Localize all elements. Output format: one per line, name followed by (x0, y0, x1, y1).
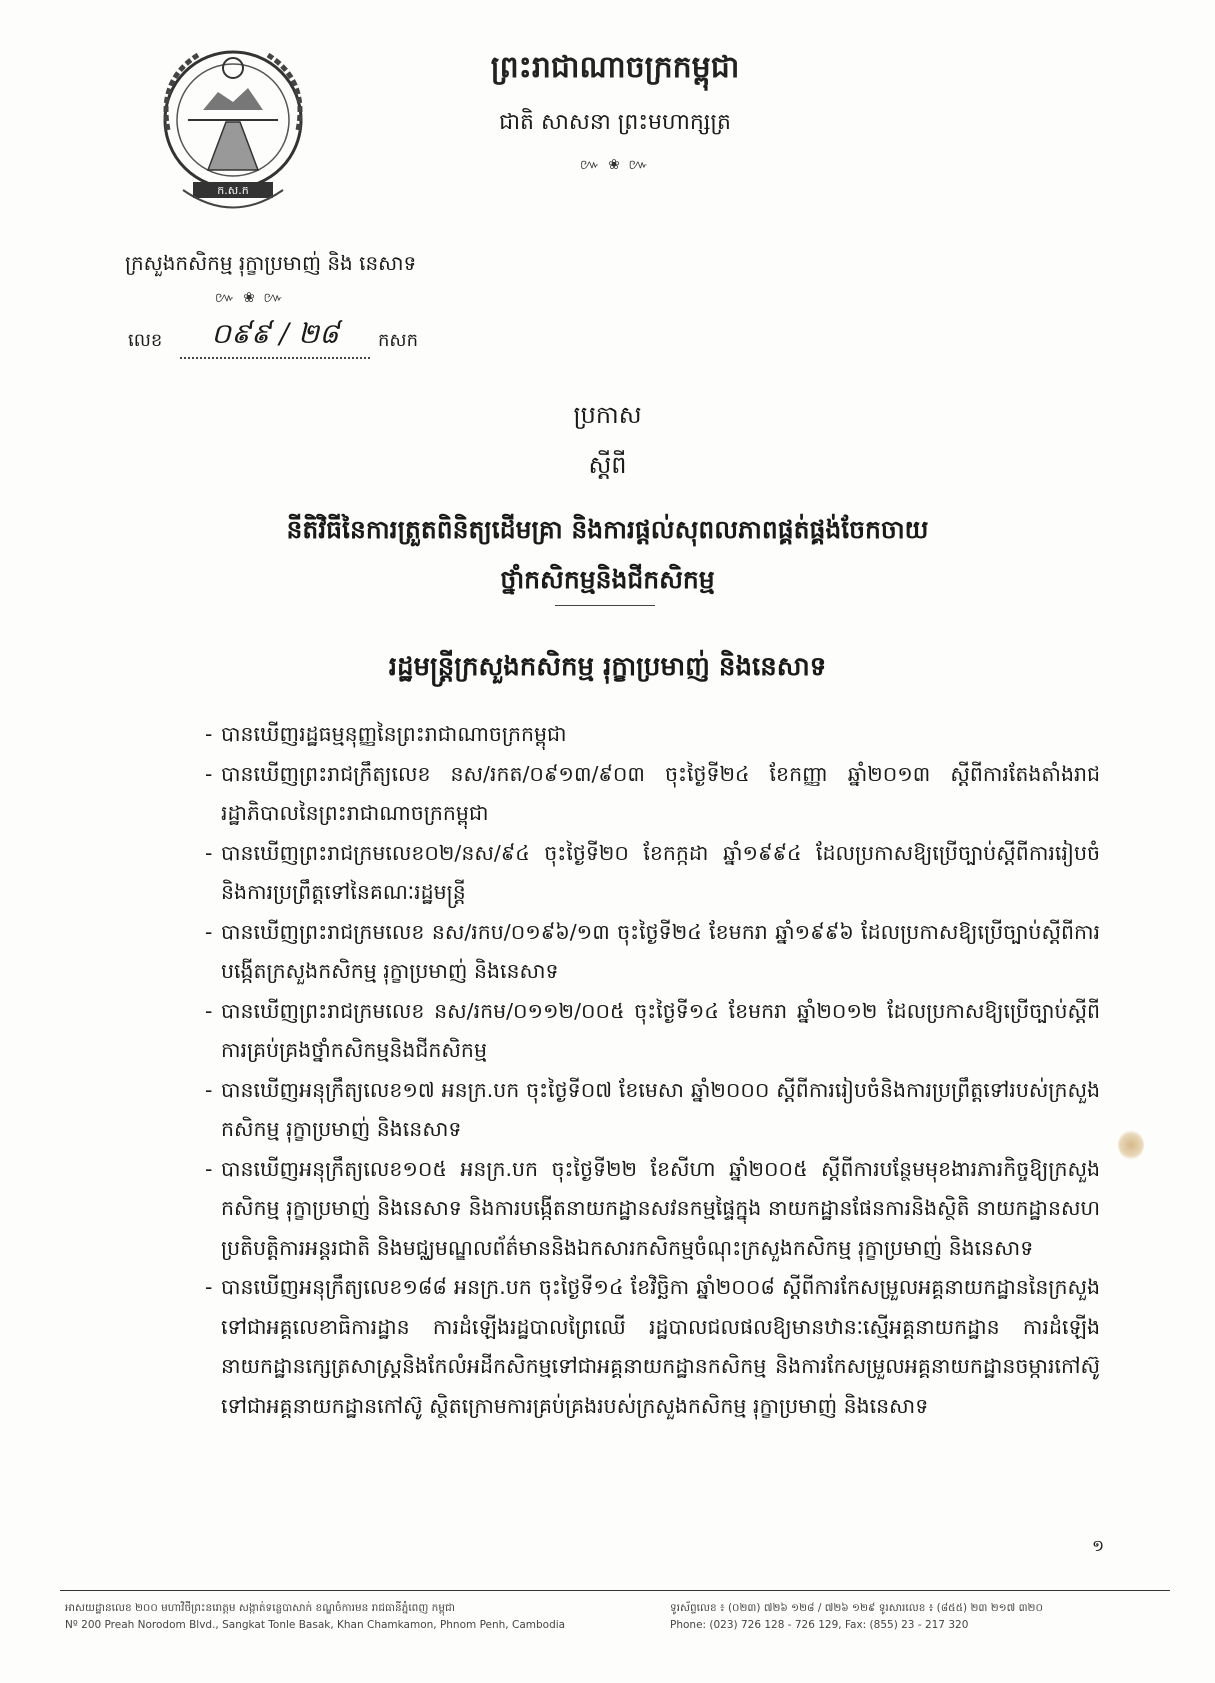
ministry-ornament: ៚ ❀ ៚ (214, 290, 286, 306)
consideration-item: - បានឃើញព្រះរាជក្រឹត្យលេខ នស/រកត/០៩១៣/៩០៣ ចុះថ្ងៃទី២៤ ខែកញ្ញា ឆ្នាំ២០១៣ ស្តីពីការតែងតាំងរាជរដ្ឋាភិបាលនៃព្រះរាជាណាចក្រកម្ពុជា (205, 755, 1100, 834)
title-divider (555, 605, 655, 606)
reference-number (128, 317, 428, 356)
document-title-line-2: ថ្នាំកសិកម្មនិងជីកសិកម្ម (500, 565, 715, 594)
footer-address (65, 1600, 665, 1634)
footer-divider (60, 1590, 1170, 1591)
document-title-line-1: នីតិវិធីនៃការត្រួតពិនិត្យដើមគ្រា និងការផ្តល់សុពលភាពផ្គត់ផ្គង់ចែកចាយ (286, 515, 929, 544)
footer-address-km: អាសយដ្ឋានលេខ ២០០ មហាវិថីព្រះនរោត្តម សង្កាត់ទន្លេបាសាក់ ខណ្ឌចំការមន រាជធានីភ្នំពេញ កម្ពុជា (65, 1602, 455, 1614)
emblem-label: ក.ស.ក (217, 184, 249, 197)
minister-heading: រដ្ឋមន្ត្រីក្រសួងកសិកម្ម រុក្ខាប្រមាញ់ និងនេសាទ (388, 652, 827, 682)
footer-address-en: Nº 200 Preah Norodom Blvd., Sangkat Tonle Basak, Khan Chamkamon, Phnom Penh, Cambodia (65, 1619, 566, 1631)
paper-stain (1118, 1130, 1144, 1160)
document-about: ស្តីពី (588, 451, 627, 479)
consideration-item: - បានឃើញអនុក្រឹត្យលេខ១៧ អនក្រ.បក ចុះថ្ងៃទី០៧ ខែមេសា ឆ្នាំ២០០០ ស្តីពីការរៀបចំនិងការប្រព្រឹត្តទៅរបស់ក្រសួងកសិកម្ម រុក្ខាប្រមាញ់ និងនេសាទ (205, 1071, 1100, 1150)
considerations-list (205, 715, 1100, 1426)
reference-suffix: កសក (378, 330, 418, 351)
consideration-item: - បានឃើញព្រះរាជក្រមលេខ នស/រកប/០១៩៦/១៣ ចុះថ្ងៃទី២៤ ខែមករា ឆ្នាំ១៩៩៦ ដែលប្រកាសឱ្យប្រើច្បាប់ស្តីពីការបង្កើតក្រសួងកសិកម្ម រុក្ខាប្រមាញ់ និងនេសាទ (205, 913, 1100, 992)
national-motto: ជាតិ សាសនា ព្រះមហាក្សត្រ (499, 110, 731, 135)
national-emblem (148, 40, 318, 230)
consideration-item: - បានឃើញរដ្ឋធម្មនុញ្ញនៃព្រះរាជាណាចក្រកម្ពុជា (205, 715, 1100, 755)
issuing-ministry: ក្រសួងកសិកម្ម រុក្ខាប្រមាញ់ និង នេសាទ (125, 251, 417, 275)
consideration-item: - បានឃើញព្រះរាជក្រមលេខ នស/រកម/០១១២/០០៥ ចុះថ្ងៃទី១៤ ខែមករា ឆ្នាំ២០១២ ដែលប្រកាសឱ្យប្រើច្បាប់ស្តីពីការគ្រប់គ្រងថ្នាំកសិកម្មនិងជីកសិកម្ម (205, 992, 1100, 1071)
consideration-item: - បានឃើញអនុក្រឹត្យលេខ១៨៨ អនក្រ.បក ចុះថ្ងៃទី១៤ ខែវិច្ឆិកា ឆ្នាំ២០០៨ ស្តីពីការកែសម្រួលអគ្គនាយកដ្ឋាននៃក្រសួងទៅជាអគ្គលេខាធិការដ្ឋាន ការដំឡើងរដ្ឋបាលព្រៃឈើ រដ្ឋបាលជលផលឱ្យមានឋានៈស្មើអគ្គនាយកដ្ឋាន ការដំឡើងនាយកដ្ឋានក្សេត្រសាស្ត្រនិងកែលំអដីកសិកម្មទៅជាអគ្គនាយកដ្ឋានកសិកម្ម និងការកែសម្រួលអគ្គនាយកដ្ឋានចម្ការកៅស៊ូទៅជាអគ្គនាយកដ្ឋានកៅស៊ូ ស្ថិតក្រោមការគ្រប់គ្រងរបស់ក្រសួងកសិកម្ម រុក្ខាប្រមាញ់ និងនេសាទ (205, 1268, 1100, 1426)
footer-phone-km: ទូរស័ព្ទលេខ ៖ (០២៣) ៧២៦ ១២៨ / ៧២៦ ១២៩ ទូរសារលេខ ៖ (៨៥៥) ២៣ ២១៧ ៣២០ (670, 1602, 1043, 1614)
reference-value: ០៩៩ / ២៨ (180, 316, 370, 359)
kingdom-title: ព្រះរាជាណាចក្រកម្ពុជា (490, 50, 740, 85)
footer-contact (670, 1600, 1170, 1634)
header-ornament: ៚ ❀ ៚ (579, 157, 651, 173)
consideration-item: - បានឃើញព្រះរាជក្រមលេខ០២/នស/៩៤ ចុះថ្ងៃទី២០ ខែកក្កដា ឆ្នាំ១៩៩៤ ដែលប្រកាសឱ្យប្រើច្បាប់ស្តីពីការរៀបចំ និងការប្រព្រឹត្តទៅនៃគណៈរដ្ឋមន្ត្រី (205, 834, 1100, 913)
reference-label: លេខ (128, 330, 163, 351)
document-type: ប្រកាស (573, 401, 642, 429)
consideration-item: - បានឃើញអនុក្រឹត្យលេខ១០៥ អនក្រ.បក ចុះថ្ងៃទី២២ ខែសីហា ឆ្នាំ២០០៥ ស្តីពីការបន្ថែមមុខងារភារកិច្ចឱ្យក្រសួងកសិកម្ម រុក្ខាប្រមាញ់ និងនេសាទ និងការបង្កើតនាយកដ្ឋានសវនកម្មផ្ទៃក្នុង នាយកដ្ឋានផែនការនិងស្ថិតិ នាយកដ្ឋានសហប្រតិបត្តិការអន្តរជាតិ និងមជ្ឈមណ្ឌលព័ត៌មាននិងឯកសារកសិកម្មចំណុះក្រសួងកសិកម្ម រុក្ខាប្រមាញ់ និងនេសាទ (205, 1150, 1100, 1269)
footer-phone-en: Phone: (023) 726 128 - 726 129, Fax: (855) 23 - 217 320 (670, 1619, 969, 1631)
page-number: ១ (1092, 1536, 1105, 1555)
